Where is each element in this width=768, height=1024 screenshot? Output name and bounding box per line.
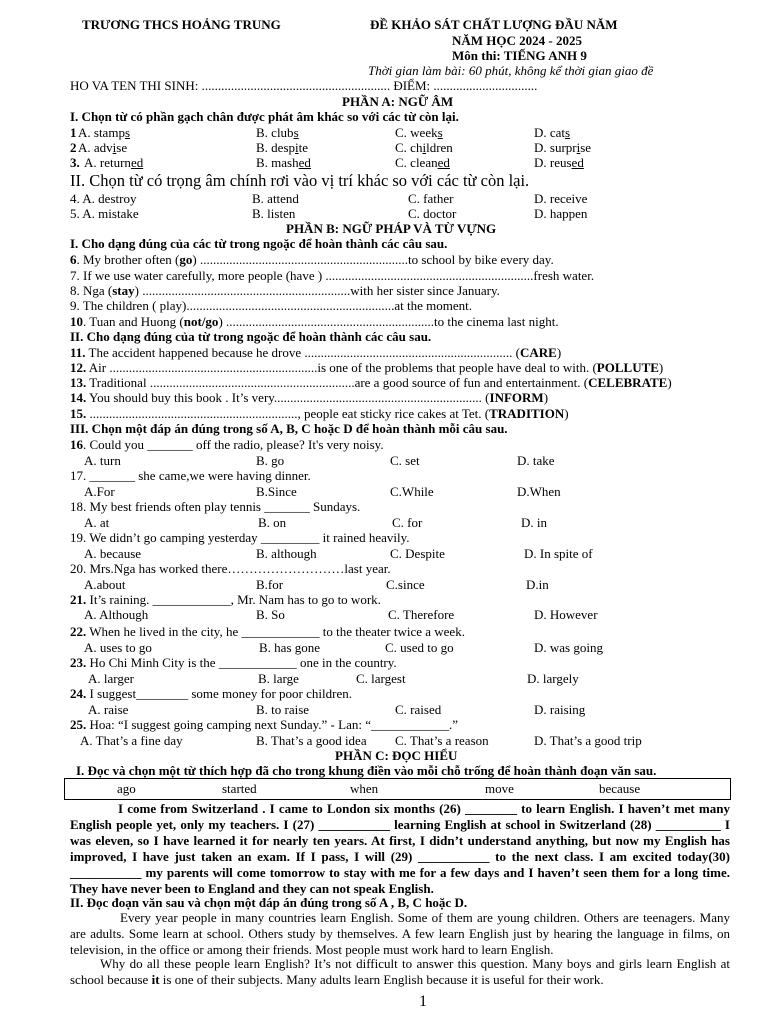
question-7: 7. If we use water carefully, more people (have ) ................................................................fresh water. xyxy=(70,268,595,283)
question-21: 21. It’s raining. ____________, Mr. Nam has to go to work. xyxy=(70,592,381,607)
question-22: 22. When he lived in the city, he ____________ to the theater twice a week. xyxy=(70,624,465,639)
part-c-section-2: II. Đọc đoạn văn sau và chọn một đáp án đúng trong số A , B, C hoặc D. xyxy=(70,895,468,910)
question-18: 18. My best friends often play tennis _______ Sundays. xyxy=(70,499,361,514)
part-b-section-1: I. Cho dạng đúng của các từ trong ngoặc để hoàn thành các câu sau. xyxy=(70,236,448,251)
subject: Môn thi: TIẾNG ANH 9 xyxy=(452,48,587,63)
question-17: 17. _______ she came,we were having dinner. xyxy=(70,468,311,483)
school-year: NĂM HỌC 2024 - 2025 xyxy=(452,33,582,48)
word-box-item: ago xyxy=(117,781,136,796)
question-11: 11. The accident happened because he drove ................................................................ (CARE) xyxy=(70,345,562,360)
question-16: 16. Could you _______ off the radio, please? It's very noisy. xyxy=(70,437,384,452)
question-15: 15. ................................................................, people eat sticky rice cakes at Tet. (TRADITION) xyxy=(70,406,569,421)
part-a-section-2: II. Chọn từ có trọng âm chính rơi vào vị trí khác so với các từ còn lại. xyxy=(70,171,530,190)
reading-passage-3: Why do all these people learn English? It’s not difficult to answer this question. Many boys and girls learn English at school because it is one of their subjects. Many adults learn English because it is useful for their work. xyxy=(70,956,730,987)
part-a-section-1: I. Chọn từ có phần gạch chân được phát âm khác so với các từ còn lại. xyxy=(70,109,459,124)
word-box-item: move xyxy=(485,781,514,796)
word-box-item: when xyxy=(350,781,379,796)
question-12: 12. Air ................................................................is one of the problems that people have deal to with. (POLLUTE) xyxy=(70,360,664,375)
school-name: TRƯƠNG THCS HOẢNG TRUNG xyxy=(82,17,281,32)
question-25: 25. Hoa: “I suggest going camping next Sunday.” - Lan: “____________.” xyxy=(70,717,458,732)
word-box-item: started xyxy=(222,781,257,796)
question-19: 19. We didn’t go camping yesterday _________ it rained heavily. xyxy=(70,530,410,545)
question-14: 14. You should buy this book . It’s very................................................................ (INFORM) xyxy=(70,390,549,405)
part-b-section-3: III. Chọn một đáp án đúng trong số A, B, C hoặc D để hoàn thành mỗi câu sau. xyxy=(70,421,508,436)
part-c-title: PHẦN C: ĐỌC HIỂU xyxy=(335,748,458,763)
question-6: 6. My brother often (go) ................................................................to school by bike every day. xyxy=(70,252,554,267)
word-box xyxy=(64,778,731,800)
page-number: 1 xyxy=(419,993,427,1010)
question-24: 24. I suggest________ some money for poor children. xyxy=(70,686,352,701)
question-10: 10. Tuan and Huong (not/go) ................................................................to the cinema last night. xyxy=(70,314,559,329)
word-box-item: because xyxy=(599,781,641,796)
question-20: 20. Mrs.Nga has worked there………………………last year. xyxy=(70,561,391,576)
candidate-name-line: HO VA TEN THI SINH: .......................................................... ĐIỂM: ................................ xyxy=(70,78,538,93)
part-b-section-2: II. Cho dạng đúng của từ trong ngoặc để hoàn thành các câu sau. xyxy=(70,329,432,344)
question-23: 23. Ho Chi Minh City is the ____________ one in the country. xyxy=(70,655,397,670)
part-b-title: PHẦN B: NGỮ PHÁP VÀ TỪ VỰNG xyxy=(286,221,497,236)
question-8: 8. Nga (stay) ................................................................with her sister since January. xyxy=(70,283,500,298)
part-a-title: PHẦN A: NGỮ ÂM xyxy=(342,94,454,109)
exam-page: TRƯƠNG THCS HOẢNG TRUNG ĐỀ KHẢO SÁT CHẤT LƯỢNG ĐẦU NĂM NĂM HỌC 2024 - 2025 Môn thi: TIẾNG ANH 9 Thời gian làm bài: 60 phút, không kể thời gian giao đề HO VA TEN THI SINH: .......................................................... ĐIỂM: ................................ PHẦN A: NGỮ ÂM I. Chọn từ có phần gạch chân được phát âm khác so với các từ còn lại. 1 A. stamps B. clubs C. weeks D. cats 2 A. advise B. despite C. children D. surprise 3. A. returned B. mashed C. cleaned D. reused II. Chọn từ có trọng âm chính rơi vào vị trí khác so với các từ còn lại. 4. A. destroy B. attend C. father D. receive 5. A. mistake B. listen C. doctor D. happen PHẦN B: NGỮ PHÁP VÀ TỪ VỰNG I. Cho dạng đúng của các từ trong ngoặc để hoàn thành các câu sau. 6. My brother often (go) ................................................................to school by bike every day. 7. If we use water carefully, more people (have ) ................................................................fresh water. 8. Nga (stay) ................................................................with her sister since January. 9. The children ( play)................................................................at the moment. 10. Tuan and Huong (not/go) ................................................................to the cinema last night. II. Cho dạng đúng của từ trong ngoặc để hoàn thành các câu sau. 11. The accident happened because he drove ................................................................ (CARE) 12. Air ................................................................is one of the problems that people have deal to with. (POLLUTE) 13. Traditional ...............................................................are a good source of fun and entertainment. (CELEBRATE) 14. You should buy this book . It’s very................................................................ (INFORM) 15. ................................................................, people eat sticky rice cakes at Tet. (TRADITION) III. Chọn một đáp án đúng trong số A, B, C hoặc D để hoàn thành mỗi câu sau. 16. Could you _______ off the radio, please? It's very noisy. A. turn B. go C. set D. take 17. _______ she came,we were having dinner. A.For B.Since C.While D.When 18. My best friends often play tennis _______ Sundays. A. at B. on C. for D. in 19. We didn’t go camping yesterday _________ it rained heavily. A. because B. although C. Despite D. In spite of 20. Mrs.Nga has worked there………………………last year. A.about B.for C.since D.in 21. It’s raining. ____________, Mr. Nam has to go to work. A. Although B. So C. Therefore D. However 22. When he lived in the city, he ____________ to the theater twice a week. A. uses to go B. has gone C. used to go D. was going 23. Ho Chi Minh City is the ____________ one in the country. A. larger B. large C. largest D. largely 24. I suggest________ some money for poor children. A. raise B. to raise C. raised D. raising 25. Hoa: “I suggest going camping next Sunday.” - Lan: “____________.” A. That’s a fine day B. That’s a good idea C. That’s a reason D. That’s a good trip PHẦN C: ĐỌC HIỂU I. Đọc và chọn một từ thích hợp đã cho trong khung điền vào mỗi chỗ trống để hoàn thành đoạn văn sau. ago started when move because I come from Switzerland . I came to London six months (26) ________ to learn English. I haven’t met many English people yet, only my teachers. I (27) ___________ learning English at school in Switzerland (28) __________ I was eleven, so I have learned it for nearly ten years. At first, I didn’t understand anything, but now my English has improved, I have just taken an exam. If I pass, I will (29) ___________ to the next class. I am excited today(30) ___________ my parents will come tomorrow to stay with me for a few days and I haven’t seen them for a long time. They have never been to England and they can not speak English. II. Đọc đoạn văn sau và chọn một đáp án đúng trong số A , B, C hoặc D. Every year people in many countries learn English. Some of them are young children. Others are teenagers. Many are adults. Some learn at school. Others study by themselves. A few learn English just by hearing the language in films, on television, in the office or among their friends. Most people must work hard to learn English. Why do all these people learn English? It’s not difficult to answer this question. Many boys and girls learn English at school because it is one of their subjects. Many adults learn English because it is useful for their work. 1 xyxy=(0,0,768,1024)
exam-title: ĐỀ KHẢO SÁT CHẤT LƯỢNG ĐẦU NĂM xyxy=(370,17,618,32)
exam-time: Thời gian làm bài: 60 phút, không kể thời gian giao đề xyxy=(368,63,654,78)
reading-passage-2: Every year people in many countries learn English. Some of them are young children. Others are teenagers. Many are adults. Some learn at school. Others study by themselves. A few learn English just by hearing the language in films, on television, in the office or among their friends. Most people must work hard to learn English. xyxy=(70,910,730,957)
question-9: 9. The children ( play)................................................................at the moment. xyxy=(70,298,472,313)
reading-passage-1: I come from Switzerland . I came to London six months (26) ________ to learn English. I haven’t met many English people yet, only my teachers. I (27) ___________ learning English at school in Switzerland (28) __________ I was eleven, so I have learned it for nearly ten years. At first, I didn’t understand anything, but now my English has improved, I have just taken an exam. If I pass, I will (29) ___________ to the next class. I am excited today(30) ___________ my parents will come tomorrow to stay with me for a few days and I haven’t seen them for a long time. They have never been to England and they can not speak English. xyxy=(70,801,730,896)
question-13: 13. Traditional ...............................................................are a good source of fun and entertainment. (CELEBRATE) xyxy=(70,375,672,390)
part-c-section-1: I. Đọc và chọn một từ thích hợp đã cho trong khung điền vào mỗi chỗ trống để hoàn thành đoạn văn sau. xyxy=(76,763,657,778)
